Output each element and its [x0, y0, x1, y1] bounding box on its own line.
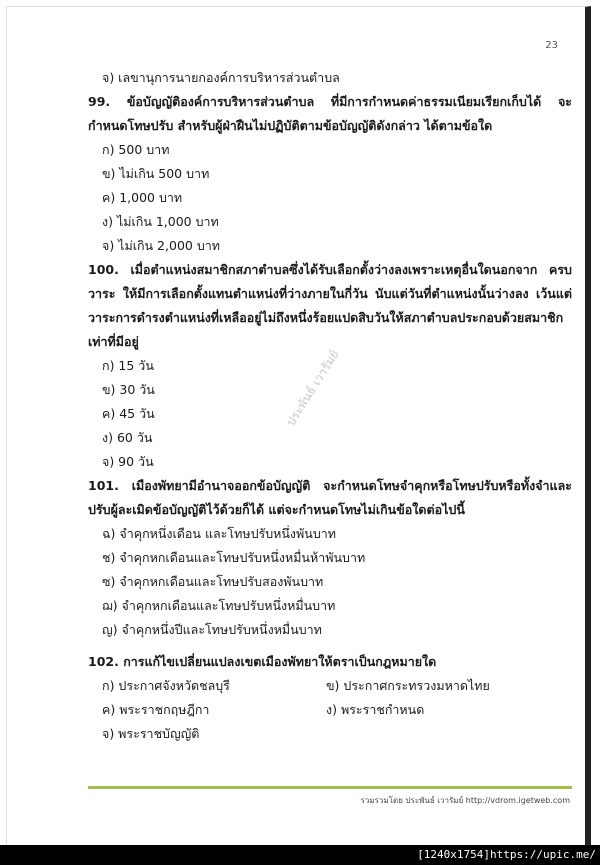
answer-option: จ) พระราชบัญญัติ: [102, 726, 200, 741]
question-102: 102. การแก้ไขเปลี่ยนแปลงเขตเมืองพัทยาให้ตราเป็นกฎหมายใด: [88, 654, 437, 669]
page-number: 23: [545, 40, 558, 51]
options-row: [88, 698, 572, 722]
status-bar: [0, 845, 600, 865]
question-99: 99. ข้อบัญญัติองค์การบริหารส่วนตำบล ที่มีการกำหนดค่าธรรมเนียมเรียกเก็บได้ จะกำหนดโทษปรับ สำหรับผู้ฝ่าฝืนไม่ปฏิบัติตามข้อบัญญัติดังกล่าว ได้ตามข้อใด: [88, 94, 572, 133]
answer-option: ญ) จำคุกหนึ่งปีและโทษปรับหนึ่งหมื่นบาท: [102, 622, 322, 637]
answer-option: ก) 500 บาท: [102, 142, 170, 157]
answer-option: ค) 1,000 บาท: [102, 190, 183, 205]
answer-option: จ) 90 วัน: [102, 454, 154, 469]
answer-option: ซ) จำคุกหกเดือนและโทษปรับสองพันบาท: [102, 574, 324, 589]
answer-option: ง) ไม่เกิน 1,000 บาท: [102, 214, 219, 229]
answer-option: ค) 45 วัน: [102, 406, 155, 421]
answer-option: ก) ประกาศจังหวัดชลบุรี: [102, 678, 230, 693]
answer-option: ข) ไม่เกิน 500 บาท: [102, 166, 210, 181]
answer-option: ง) พระราชกำหนด: [326, 702, 425, 717]
answer-option: จ) เลขานุการนายกองค์การบริหารส่วนตำบล: [102, 70, 340, 85]
answer-option: ก) 15 วัน: [102, 358, 154, 373]
answer-option: จ) ไม่เกิน 2,000 บาท: [102, 238, 221, 253]
question-101: 101. เมืองพัทยามีอำนาจออกข้อบัญญัติ จะกำหนดโทษจำคุกหรือโทษปรับหรือทั้งจำและปรับผู้ละเมิดข้อบัญญัติไว้ด้วยก็ได้ แต่จะกำหนดโทษไม่เกินข้อใดต่อไปนี้: [88, 478, 572, 517]
answer-option: ฌ) จำคุกหกเดือนและโทษปรับหนึ่งหมื่นบาท: [102, 598, 336, 613]
answer-option: ค) พระราชกฤษฎีกา: [102, 702, 210, 717]
answer-option: ง) 60 วัน: [102, 430, 153, 445]
options-row: [88, 674, 572, 698]
answer-option: ข) 30 วัน: [102, 382, 155, 397]
answer-option: ข) ประกาศกระทรวงมหาดไทย: [326, 678, 490, 693]
document-content: [88, 66, 572, 746]
question-100: 100. เมื่อตำแหน่งสมาชิกสภาตำบลซึ่งได้รับเลือกตั้งว่างลงเพราะเหตุอื่นใดนอกจาก ครบวาระ ให้มีการเลือกตั้งแทนตำแหน่งที่ว่างภายในกี่วัน นับแต่วันที่ตำแหน่งนั้นว่างลง เว้นแต่วาระการดำรงตำแหน่งที่เหลืออยู่ไม่ถึงหนึ่งร้อยแปดสิบวันให้สภาตำบลประกอบด้วยสมาชิกเท่าที่มีอยู่: [88, 262, 572, 349]
image-size-url-label: [1240x1754]https://upic.me/: [417, 848, 596, 861]
footer-credit: รวมรวมโดย ประพันธ์ เวารัมย์ http://vdrom.igetweb.com: [360, 796, 570, 805]
watermark-text: ประพันธ์ เวารัมย์: [283, 347, 342, 429]
answer-option: ช) จำคุกหกเดือนและโทษปรับหนึ่งหมื่นห้าพันบาท: [102, 550, 366, 565]
answer-option: ฉ) จำคุกหนึ่งเดือน และโทษปรับหนึ่งพันบาท: [102, 526, 337, 541]
footer-divider: [88, 786, 572, 789]
